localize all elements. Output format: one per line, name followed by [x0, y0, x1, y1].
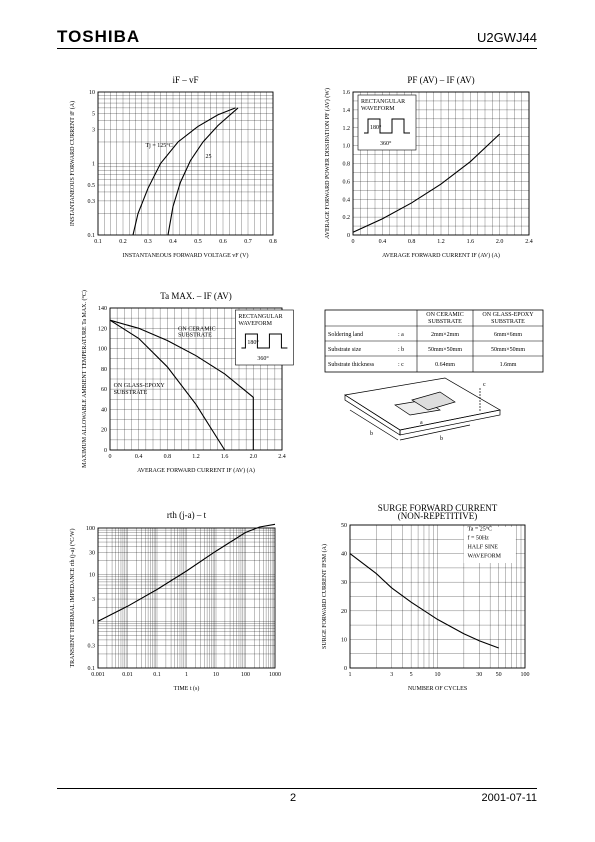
x-tick-label: 3: [390, 672, 394, 678]
table-cell: 2mm×2mm: [430, 332, 460, 338]
table-row-key: : a: [398, 332, 404, 338]
x-tick-label: 1: [185, 672, 188, 678]
x-tick-label: 2.0: [249, 454, 258, 460]
x-tick-label: 0.6: [219, 239, 227, 245]
diagram-label-b: b: [440, 436, 443, 442]
waveform-inset: [235, 310, 293, 365]
x-tick-label: 50: [495, 672, 502, 678]
table-cell: 6mm×6mm: [493, 332, 523, 338]
x-tick-label: 0.001: [91, 672, 105, 678]
y-tick-label: 0.3: [87, 198, 95, 205]
inset-label: RECTANGULAR: [361, 99, 406, 105]
legend-entry: Ta = 25°C: [467, 526, 493, 533]
x-tick-label: 0.5: [194, 239, 202, 245]
diagram-label-b: b: [370, 431, 373, 437]
annotation: SUBSTRATE: [178, 332, 212, 339]
y-axis-label: INSTANTANEOUS FORWARD CURRENT iF (A): [70, 100, 76, 227]
x-axis-label: INSTANTANEOUS FORWARD VOLTAGE vF (V): [122, 253, 249, 259]
x-axis-label: AVERAGE FORWARD CURRENT IF (AV) (A): [382, 253, 500, 259]
inset-label: RECTANGULAR: [238, 314, 283, 320]
y-tick-label: 0.4: [342, 197, 350, 204]
x-tick-label: 0: [351, 239, 355, 245]
y-tick-label: 0.5: [87, 183, 95, 190]
y-tick-label: 140: [98, 306, 107, 312]
y-tick-label: 1.4: [342, 107, 350, 114]
y-tick-label: 0.1: [87, 233, 95, 239]
table-row-key: : c: [398, 362, 404, 368]
x-tick-label: 5: [409, 672, 413, 678]
annotation: ON CERAMIC: [178, 326, 216, 333]
waveform-inset: [358, 95, 416, 150]
series-label: Tj = 125°C: [145, 143, 173, 150]
x-tick-label: 0.1: [94, 239, 102, 245]
x-axis-label: AVERAGE FORWARD CURRENT IF (AV) (A): [137, 468, 255, 474]
table-header-glass-2: SUBSTRATE: [491, 319, 525, 325]
y-tick-label: 1.6: [342, 90, 350, 96]
x-tick-label: 0.4: [134, 454, 143, 460]
y-axis-label: SURGE FORWARD CURRENT IFSM (A): [322, 544, 328, 649]
series-line: [350, 553, 502, 648]
x-axis-label: NUMBER OF CYCLES: [407, 686, 468, 692]
substrate-table: [325, 310, 543, 372]
x-tick-label: 10: [213, 672, 219, 678]
x-tick-label: 0.01: [122, 672, 133, 678]
y-tick-label: 120: [98, 326, 107, 333]
table-row-label: Substrate thickness: [328, 362, 375, 368]
chart-ta-if: [81, 290, 293, 474]
y-tick-label: 50: [341, 523, 347, 529]
y-tick-label: 1: [92, 619, 95, 626]
chart-title: SURGE FORWARD CURRENT: [377, 503, 498, 513]
x-tick-label: 1.2: [192, 454, 200, 460]
y-tick-label: 60: [101, 387, 107, 394]
table-row-key: : b: [398, 347, 405, 353]
table-cell: 0.64mm: [435, 362, 455, 368]
chart-title: PF (AV) – IF (AV): [407, 75, 475, 85]
x-tick-label: 10: [434, 672, 441, 678]
x-tick-label: 100: [241, 672, 250, 678]
x-tick-label: 2.4: [525, 239, 533, 245]
legend-entry: HALF SINE: [467, 544, 498, 551]
chart-title: Ta MAX. – IF (AV): [160, 291, 232, 301]
x-tick-label: 0.7: [244, 239, 252, 245]
y-axis-label: MAXIMUM ALLOWABLE AMBIENT TEMPERATURE Ta MAX. (°C): [82, 290, 88, 468]
y-tick-label: 10: [89, 572, 95, 579]
inset-label: WAVEFORM: [361, 106, 395, 112]
table-cell: 50mm×50mm: [427, 347, 463, 353]
annotation: SUBSTRATE: [113, 390, 148, 397]
y-tick-label: 1.0: [342, 143, 350, 150]
y-axis-label: TRANSIENT THERMAL IMPEDANCE rth (j-a) (°C/W): [70, 528, 76, 668]
table-cell: 1.6mm: [499, 362, 517, 368]
x-tick-label: 0.4: [169, 239, 177, 245]
x-tick-label: 0.2: [119, 239, 127, 245]
table-row-label: Soldering land: [328, 332, 364, 338]
series-line: [133, 108, 236, 235]
x-tick-label: 100: [520, 672, 530, 678]
x-tick-label: 1.6: [220, 454, 229, 460]
x-tick-label: 30: [476, 672, 483, 678]
diagram-label-a: a: [420, 420, 423, 426]
chart-rth-t: [69, 510, 281, 692]
x-tick-label: 0.4: [378, 239, 387, 245]
chart-subtitle: (NON-REPETITIVE): [397, 511, 478, 521]
y-tick-label: 0: [344, 666, 347, 672]
inset-label: WAVEFORM: [238, 321, 272, 327]
table-row-label: Substrate size: [328, 347, 362, 353]
x-tick-label: 0: [108, 454, 112, 460]
y-axis-label: AVERAGE FORWARD POWER DISSIPATION PF (AV) (W): [325, 88, 331, 239]
y-tick-label: 0: [347, 233, 350, 239]
y-tick-label: 10: [89, 90, 95, 96]
y-tick-label: 0.2: [342, 215, 350, 222]
x-tick-label: 1000: [269, 672, 281, 678]
chart-grid: [98, 92, 273, 235]
x-tick-label: 0.8: [163, 454, 172, 460]
y-tick-label: 1.2: [342, 125, 350, 132]
x-tick-label: 0.8: [269, 239, 277, 245]
series-line: [168, 108, 238, 235]
inset-angle: 180°: [247, 340, 259, 346]
y-tick-label: 0.6: [342, 179, 350, 186]
y-tick-label: 10: [341, 637, 347, 644]
part-number: U2GWJ44: [477, 30, 537, 45]
x-tick-label: 2.4: [278, 454, 286, 460]
chart-if-vf: [69, 75, 277, 259]
y-tick-label: 0.1: [87, 666, 95, 672]
document-date: 2001-07-11: [481, 792, 537, 804]
x-tick-label: 0.8: [407, 239, 416, 245]
x-tick-label: 1.2: [437, 239, 445, 245]
chart-title: iF – vF: [172, 75, 199, 85]
table-cell: 50mm×50mm: [490, 347, 526, 353]
series-label: 25: [205, 153, 212, 160]
x-axis-label: TIME t (s): [173, 686, 200, 692]
y-tick-label: 0.3: [87, 643, 95, 650]
y-tick-label: 40: [341, 551, 347, 558]
y-tick-label: 30: [89, 550, 95, 557]
annotation: ON GLASS-EPOXY: [113, 383, 165, 390]
inset-angle: 360°: [257, 356, 269, 362]
y-tick-label: 20: [341, 608, 347, 615]
x-tick-label: 0.3: [144, 239, 152, 245]
toshiba-logo: TOSHIBA: [57, 27, 141, 46]
y-tick-label: 100: [86, 526, 95, 532]
inset-angle: 360°: [380, 141, 392, 147]
y-tick-label: 30: [341, 580, 347, 587]
y-tick-label: 3: [92, 127, 95, 134]
y-tick-label: 0: [104, 448, 107, 454]
substrate-diagram: [345, 378, 500, 442]
table-header-ceramic-2: SUBSTRATE: [428, 319, 462, 325]
inset-angle: 180°: [370, 125, 382, 131]
table-header-ceramic-1: ON CERAMIC: [426, 312, 464, 318]
chart-ifsm-n: [321, 503, 530, 692]
chart-title: rth (j-a) – t: [166, 510, 207, 520]
diagram-label-c: c: [483, 382, 486, 388]
page-number: 2: [290, 792, 297, 804]
chart-grid: [98, 528, 275, 668]
y-tick-label: 80: [101, 366, 107, 373]
x-tick-label: 2.0: [495, 239, 504, 245]
y-tick-label: 40: [101, 407, 107, 414]
y-tick-label: 100: [98, 346, 107, 353]
chart-pf-if: [324, 75, 533, 259]
table-header-glass-1: ON GLASS-EPOXY: [482, 312, 534, 318]
y-tick-label: 5: [92, 111, 95, 118]
y-tick-label: 1: [92, 161, 95, 168]
x-tick-label: 0.1: [153, 672, 161, 678]
y-tick-label: 3: [92, 597, 95, 604]
legend-entry: f = 50Hz: [467, 535, 489, 542]
y-tick-label: 20: [101, 427, 107, 434]
x-tick-label: 1.6: [466, 239, 475, 245]
x-tick-label: 1: [348, 672, 352, 678]
y-tick-label: 0.8: [342, 161, 350, 168]
legend-entry: WAVEFORM: [467, 553, 502, 560]
